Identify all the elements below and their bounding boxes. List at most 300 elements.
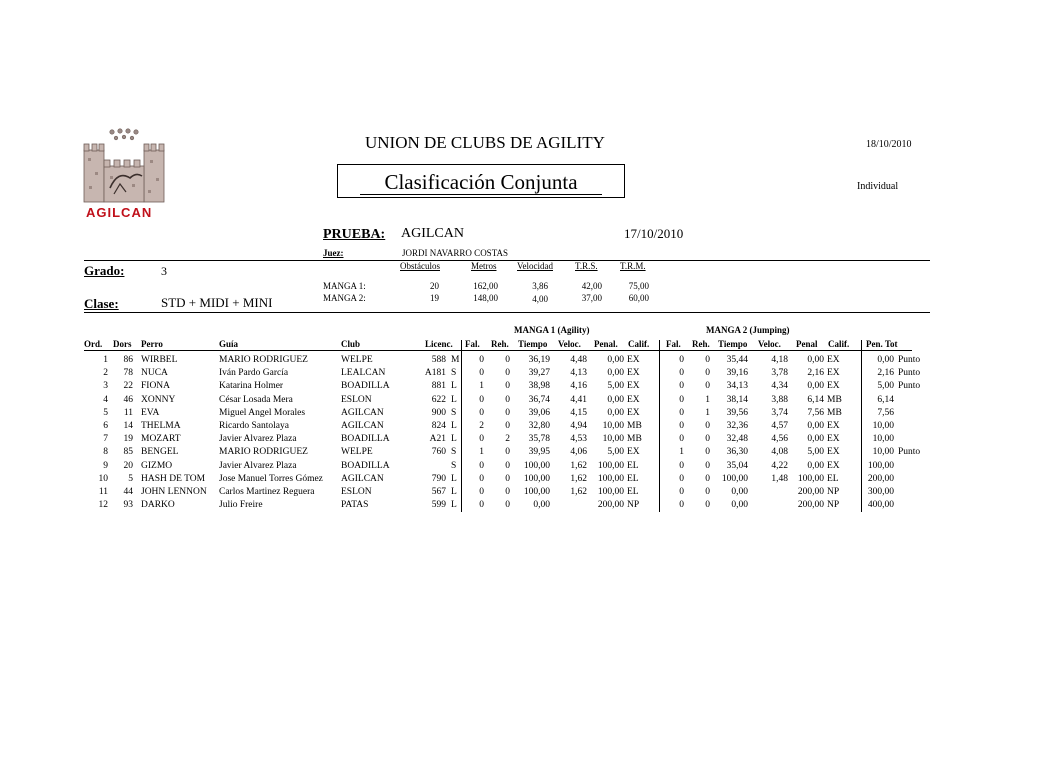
result-cell: 85: [123, 447, 133, 458]
result-cell: GIZMO: [141, 460, 173, 471]
result-cell: 35,44: [726, 355, 748, 365]
result-cell: 900: [431, 407, 446, 418]
result-cell: 19: [123, 434, 133, 445]
result-cell: MB: [827, 407, 842, 418]
result-cell: Punto: [898, 355, 921, 365]
result-cell: 10: [98, 473, 108, 484]
result-cell: 10,00: [872, 447, 894, 458]
result-cell: Punto: [898, 368, 921, 379]
result-cell: MARIO RODRIGUEZ: [219, 447, 308, 458]
result-cell: 1: [705, 394, 710, 405]
result-cell: 100,00: [597, 460, 624, 471]
result-cell: LEALCAN: [341, 368, 386, 379]
result-cell: S: [451, 447, 457, 458]
result-cell: 1: [479, 381, 484, 392]
title-box: [337, 164, 625, 198]
result-cell: 2: [103, 368, 108, 379]
result-cell: 3,88: [771, 394, 788, 405]
result-cell: 0,00: [807, 421, 824, 431]
result-cell: WIRBEL: [141, 355, 178, 365]
result-cell: EL: [827, 473, 839, 484]
course-header: Metros: [471, 261, 497, 271]
course-header: T.R.M.: [620, 261, 646, 271]
result-cell: BENGEL: [141, 447, 179, 458]
result-cell: 5,00: [807, 447, 824, 458]
column-header: Ord.: [84, 339, 103, 349]
column-header: Dors: [113, 339, 132, 349]
result-cell: S: [451, 368, 457, 379]
column-header: Calif.: [628, 339, 650, 349]
result-cell: 0: [479, 434, 484, 445]
result-cell: 10,00: [602, 421, 624, 431]
result-cell: 200,00: [867, 473, 894, 484]
result-cell: 0,00: [807, 460, 824, 471]
column-separator: [659, 340, 660, 512]
result-cell: 0: [679, 487, 684, 497]
result-cell: 46: [123, 394, 133, 405]
result-cell: 599: [431, 500, 446, 511]
result-cell: 39,27: [528, 368, 550, 379]
result-cell: 0: [505, 421, 510, 431]
result-cell: ESLON: [341, 487, 372, 497]
result-cell: 9: [103, 460, 108, 471]
result-cell: 200,00: [797, 487, 824, 497]
result-cell: 36,19: [528, 355, 550, 365]
result-cell: 0: [679, 394, 684, 405]
result-cell: 0: [705, 447, 710, 458]
result-cell: 4,53: [570, 434, 587, 445]
result-cell: 4,34: [771, 381, 788, 392]
clase-value: STD + MIDI + MINI: [161, 295, 273, 310]
course-cell: 3,86: [532, 281, 548, 291]
result-cell: 0: [705, 473, 710, 484]
column-header: Reh.: [692, 339, 710, 349]
result-cell: 100,00: [523, 460, 550, 471]
result-cell: 0: [505, 460, 510, 471]
result-cell: 1: [679, 447, 684, 458]
column-header: Calif.: [828, 339, 850, 349]
result-cell: 32,36: [726, 421, 748, 431]
result-cell: 36,30: [726, 447, 748, 458]
result-cell: L: [451, 500, 457, 511]
result-cell: 0: [505, 487, 510, 497]
result-cell: 0: [505, 381, 510, 392]
result-cell: 0: [705, 500, 710, 511]
result-cell: MB: [627, 434, 642, 445]
juez-value: JORDI NAVARRO COSTAS: [402, 248, 508, 258]
course-cell: 37,00: [581, 293, 602, 303]
course-cell: 60,00: [628, 293, 649, 303]
result-cell: EX: [827, 460, 840, 471]
result-cell: M: [451, 355, 460, 365]
result-cell: 881: [431, 381, 446, 392]
result-cell: 0: [679, 355, 684, 365]
result-cell: 2: [479, 421, 484, 431]
result-cell: PATAS: [341, 500, 369, 511]
result-cell: NP: [827, 500, 840, 511]
result-cell: 0: [679, 460, 684, 471]
result-cell: EX: [827, 381, 840, 392]
result-cell: 1,48: [771, 473, 788, 484]
logo-text: AGILCAN: [86, 205, 153, 220]
result-cell: 0: [705, 355, 710, 365]
result-cell: EL: [627, 460, 639, 471]
result-cell: WELPE: [341, 447, 373, 458]
result-cell: S: [451, 407, 457, 418]
result-cell: 10,00: [602, 434, 624, 445]
result-cell: 8: [103, 447, 108, 458]
result-cell: 10,00: [872, 434, 894, 445]
result-cell: 4,16: [570, 381, 587, 392]
result-cell: 7,56: [807, 407, 824, 418]
result-cell: A21: [429, 434, 446, 445]
result-cell: 38,98: [528, 381, 550, 392]
column-separator: [861, 340, 862, 512]
column-header: Licenc.: [425, 339, 453, 349]
course-header: T.R.S.: [575, 261, 598, 271]
print-date: 18/10/2010: [866, 139, 912, 150]
result-cell: 0: [505, 473, 510, 484]
column-header: Reh.: [491, 339, 509, 349]
result-cell: Javier Alvarez Plaza: [219, 434, 297, 445]
result-cell: 0: [505, 447, 510, 458]
result-cell: Punto: [898, 447, 921, 458]
result-cell: 0,00: [731, 500, 748, 511]
result-cell: 4,06: [570, 447, 587, 458]
result-cell: EX: [827, 368, 840, 379]
page-title: Clasificación Conjunta: [384, 170, 578, 194]
result-cell: EX: [827, 355, 840, 365]
result-cell: 0: [505, 407, 510, 418]
result-cell: 0: [479, 355, 484, 365]
result-cell: 0: [679, 500, 684, 511]
organization-title: UNION DE CLUBS DE AGILITY: [365, 133, 605, 152]
result-cell: 10,00: [872, 421, 894, 431]
course-cell: 162,00: [473, 281, 498, 291]
result-cell: Miguel Angel Morales: [219, 407, 306, 418]
result-cell: BOADILLA: [341, 434, 390, 445]
result-cell: EX: [627, 394, 640, 405]
result-cell: 0: [479, 487, 484, 497]
result-cell: 7: [103, 434, 108, 445]
result-cell: 36,74: [528, 394, 550, 405]
column-header: Penal: [796, 339, 818, 349]
result-cell: 0: [705, 434, 710, 445]
castle-icon: [80, 128, 172, 208]
result-cell: L: [451, 421, 457, 431]
result-cell: 0,00: [807, 434, 824, 445]
result-cell: NUCA: [141, 368, 168, 379]
result-cell: 1,62: [570, 487, 587, 497]
result-cell: 11: [123, 407, 133, 418]
grado-value: 3: [161, 264, 167, 278]
column-separator: [461, 340, 462, 512]
result-cell: EX: [627, 368, 640, 379]
course-header: Obstáculos: [400, 261, 440, 271]
result-cell: 39,95: [528, 447, 550, 458]
divider-top: [84, 260, 930, 261]
result-cell: Carlos Martinez Reguera: [219, 487, 315, 497]
column-header: Perro: [141, 339, 163, 349]
result-cell: 86: [123, 355, 133, 365]
result-cell: 100,00: [597, 487, 624, 497]
result-cell: HASH DE TOM: [141, 473, 206, 484]
result-cell: Katarina Holmer: [219, 381, 284, 392]
course-cell: 148,00: [473, 293, 498, 303]
result-cell: 2,16: [877, 368, 894, 379]
manga1-title: MANGA 1 (Agility): [514, 325, 590, 335]
result-cell: 0,00: [607, 407, 624, 418]
result-cell: 32,80: [528, 421, 550, 431]
result-cell: 4,57: [771, 421, 788, 431]
result-cell: 0: [679, 381, 684, 392]
result-cell: 0,00: [807, 381, 824, 392]
result-cell: AGILCAN: [341, 407, 384, 418]
result-cell: Javier Alvarez Plaza: [219, 460, 297, 471]
result-cell: 1: [705, 407, 710, 418]
course-header: Velocidad: [517, 261, 553, 271]
result-cell: 824: [431, 421, 446, 431]
result-cell: 0: [505, 368, 510, 379]
result-cell: 0: [479, 473, 484, 484]
result-cell: L: [451, 381, 457, 392]
result-cell: BOADILLA: [341, 381, 390, 392]
result-cell: 0: [479, 460, 484, 471]
column-header: Veloc.: [758, 339, 781, 349]
result-cell: 11: [98, 487, 108, 497]
result-cell: 2: [505, 434, 510, 445]
result-cell: 0: [705, 368, 710, 379]
column-header: Fal.: [465, 339, 480, 349]
result-cell: 0,00: [607, 355, 624, 365]
course-row-label: MANGA 2:: [323, 293, 366, 303]
course-cell: 75,00: [628, 281, 649, 291]
result-cell: MB: [827, 394, 842, 405]
result-cell: 0: [679, 407, 684, 418]
column-header: Fal.: [666, 339, 681, 349]
result-cell: 588: [431, 355, 446, 365]
result-cell: Iván Pardo García: [219, 368, 289, 379]
result-cell: EX: [827, 421, 840, 431]
result-cell: A181: [424, 368, 446, 379]
result-cell: 760: [431, 447, 446, 458]
result-cell: 0,00: [877, 355, 894, 365]
result-cell: 5,00: [607, 381, 624, 392]
prueba-date: 17/10/2010: [624, 226, 684, 241]
result-cell: JOHN LENNON: [141, 487, 207, 497]
result-cell: 567: [431, 487, 446, 497]
result-cell: 3,74: [771, 407, 788, 418]
result-cell: 78: [123, 368, 133, 379]
result-cell: L: [451, 473, 457, 484]
result-cell: 4,94: [570, 421, 587, 431]
result-cell: 0: [505, 394, 510, 405]
column-header: Pen. Tot: [866, 339, 898, 349]
result-cell: MOZART: [141, 434, 181, 445]
result-cell: AGILCAN: [341, 421, 384, 431]
result-cell: 100,00: [797, 473, 824, 484]
result-cell: 5: [128, 473, 133, 484]
course-cell: 19: [430, 293, 439, 303]
result-cell: 35,78: [528, 434, 550, 445]
result-cell: 790: [431, 473, 446, 484]
prueba-value: AGILCAN: [401, 226, 464, 241]
result-cell: 5,00: [877, 381, 894, 392]
result-cell: 0,00: [731, 487, 748, 497]
result-cell: EX: [627, 355, 640, 365]
grado-label: Grado:: [84, 263, 125, 278]
result-cell: 39,06: [528, 407, 550, 418]
result-cell: 5: [103, 407, 108, 418]
result-cell: 4,08: [771, 447, 788, 458]
result-cell: 0: [679, 421, 684, 431]
result-cell: 4,15: [570, 407, 587, 418]
result-cell: EL: [627, 473, 639, 484]
result-cell: 34,13: [726, 381, 748, 392]
result-cell: THELMA: [141, 421, 181, 431]
divider-bottom: [84, 312, 930, 313]
result-cell: EL: [627, 487, 639, 497]
header-rule: [84, 350, 912, 351]
result-cell: 0: [705, 421, 710, 431]
result-cell: EX: [827, 434, 840, 445]
result-cell: 0: [705, 487, 710, 497]
result-cell: ESLON: [341, 394, 372, 405]
column-header: Veloc.: [558, 339, 581, 349]
result-cell: 1,62: [570, 473, 587, 484]
column-header: Penal.: [594, 339, 618, 349]
manga2-title: MANGA 2 (Jumping): [706, 325, 790, 335]
result-cell: NP: [627, 500, 640, 511]
result-cell: 3,78: [771, 368, 788, 379]
result-cell: 0: [505, 500, 510, 511]
result-cell: Ricardo Santolaya: [219, 421, 289, 431]
result-cell: 200,00: [797, 500, 824, 511]
result-cell: XONNY: [141, 394, 176, 405]
result-cell: 5,00: [607, 447, 624, 458]
result-cell: 6,14: [807, 394, 824, 405]
result-cell: 100,00: [523, 473, 550, 484]
result-cell: 4,22: [771, 460, 788, 471]
result-cell: 35,04: [726, 460, 748, 471]
column-header: Guía: [219, 339, 239, 349]
result-cell: L: [451, 434, 457, 445]
result-cell: EX: [627, 381, 640, 392]
result-cell: 100,00: [867, 460, 894, 471]
result-cell: 0,00: [607, 394, 624, 405]
result-cell: 200,00: [597, 500, 624, 511]
result-cell: 39,16: [726, 368, 748, 379]
result-cell: 6: [103, 421, 108, 431]
result-cell: César Losada Mera: [219, 394, 293, 405]
result-cell: 0,00: [807, 355, 824, 365]
result-cell: 2,16: [807, 368, 824, 379]
result-cell: MB: [627, 421, 642, 431]
result-cell: 39,56: [726, 407, 748, 418]
result-cell: 0: [705, 381, 710, 392]
result-cell: EX: [627, 407, 640, 418]
result-cell: WELPE: [341, 355, 373, 365]
result-cell: 1: [103, 355, 108, 365]
result-cell: Punto: [898, 381, 921, 392]
result-cell: 1: [479, 447, 484, 458]
course-cell: 20: [430, 281, 439, 291]
result-cell: FIONA: [141, 381, 171, 392]
course-cell: 4,00: [532, 294, 548, 304]
result-cell: 400,00: [867, 500, 894, 511]
result-cell: 100,00: [597, 473, 624, 484]
result-cell: L: [451, 394, 457, 405]
result-cell: AGILCAN: [341, 473, 384, 484]
result-cell: 44: [123, 487, 133, 497]
result-cell: 38,14: [726, 394, 748, 405]
result-cell: 0,00: [533, 500, 550, 511]
result-cell: 7,56: [877, 407, 894, 418]
result-cell: 4,41: [570, 394, 587, 405]
result-cell: 20: [123, 460, 133, 471]
prueba-label: PRUEBA:: [323, 227, 386, 242]
result-cell: EVA: [141, 407, 160, 418]
result-cell: 0: [679, 434, 684, 445]
clase-label: Clase:: [84, 296, 119, 311]
course-row-label: MANGA 1:: [323, 281, 366, 291]
course-cell: 42,00: [581, 281, 602, 291]
result-cell: 0: [479, 407, 484, 418]
result-cell: 300,00: [867, 487, 894, 497]
result-cell: 100,00: [523, 487, 550, 497]
result-cell: 0: [679, 368, 684, 379]
result-cell: 4,18: [771, 355, 788, 365]
result-cell: 3: [103, 381, 108, 392]
result-cell: 32,48: [726, 434, 748, 445]
result-cell: 100,00: [721, 473, 748, 484]
result-cell: 0: [705, 460, 710, 471]
result-cell: 0: [505, 355, 510, 365]
result-cell: 0: [479, 500, 484, 511]
column-header: Tiempo: [518, 339, 548, 349]
result-cell: 12: [98, 500, 108, 511]
result-cell: 4,13: [570, 368, 587, 379]
result-cell: EX: [827, 447, 840, 458]
result-cell: NP: [827, 487, 840, 497]
result-cell: 14: [123, 421, 133, 431]
juez-label: Juez:: [323, 248, 344, 258]
result-cell: 0,00: [607, 368, 624, 379]
result-cell: Julio Freire: [219, 500, 263, 511]
result-cell: 6,14: [877, 394, 894, 405]
result-cell: Jose Manuel Torres Gómez: [219, 473, 323, 484]
result-cell: 0: [679, 473, 684, 484]
result-cell: S: [451, 460, 457, 471]
column-header: Club: [341, 339, 361, 349]
result-cell: L: [451, 487, 457, 497]
result-cell: EX: [627, 447, 640, 458]
result-cell: 0: [479, 368, 484, 379]
result-cell: 4,48: [570, 355, 587, 365]
column-header: Tiempo: [718, 339, 748, 349]
result-cell: 4,56: [771, 434, 788, 445]
result-cell: MARIO RODRIGUEZ: [219, 355, 308, 365]
result-cell: 0: [479, 394, 484, 405]
title-underline: [360, 194, 602, 195]
result-cell: 1,62: [570, 460, 587, 471]
mode-label: Individual: [857, 181, 899, 192]
result-cell: 22: [123, 381, 133, 392]
result-cell: 93: [123, 500, 133, 511]
result-cell: 4: [103, 394, 108, 405]
result-cell: DARKO: [141, 500, 175, 511]
result-cell: 622: [431, 394, 446, 405]
